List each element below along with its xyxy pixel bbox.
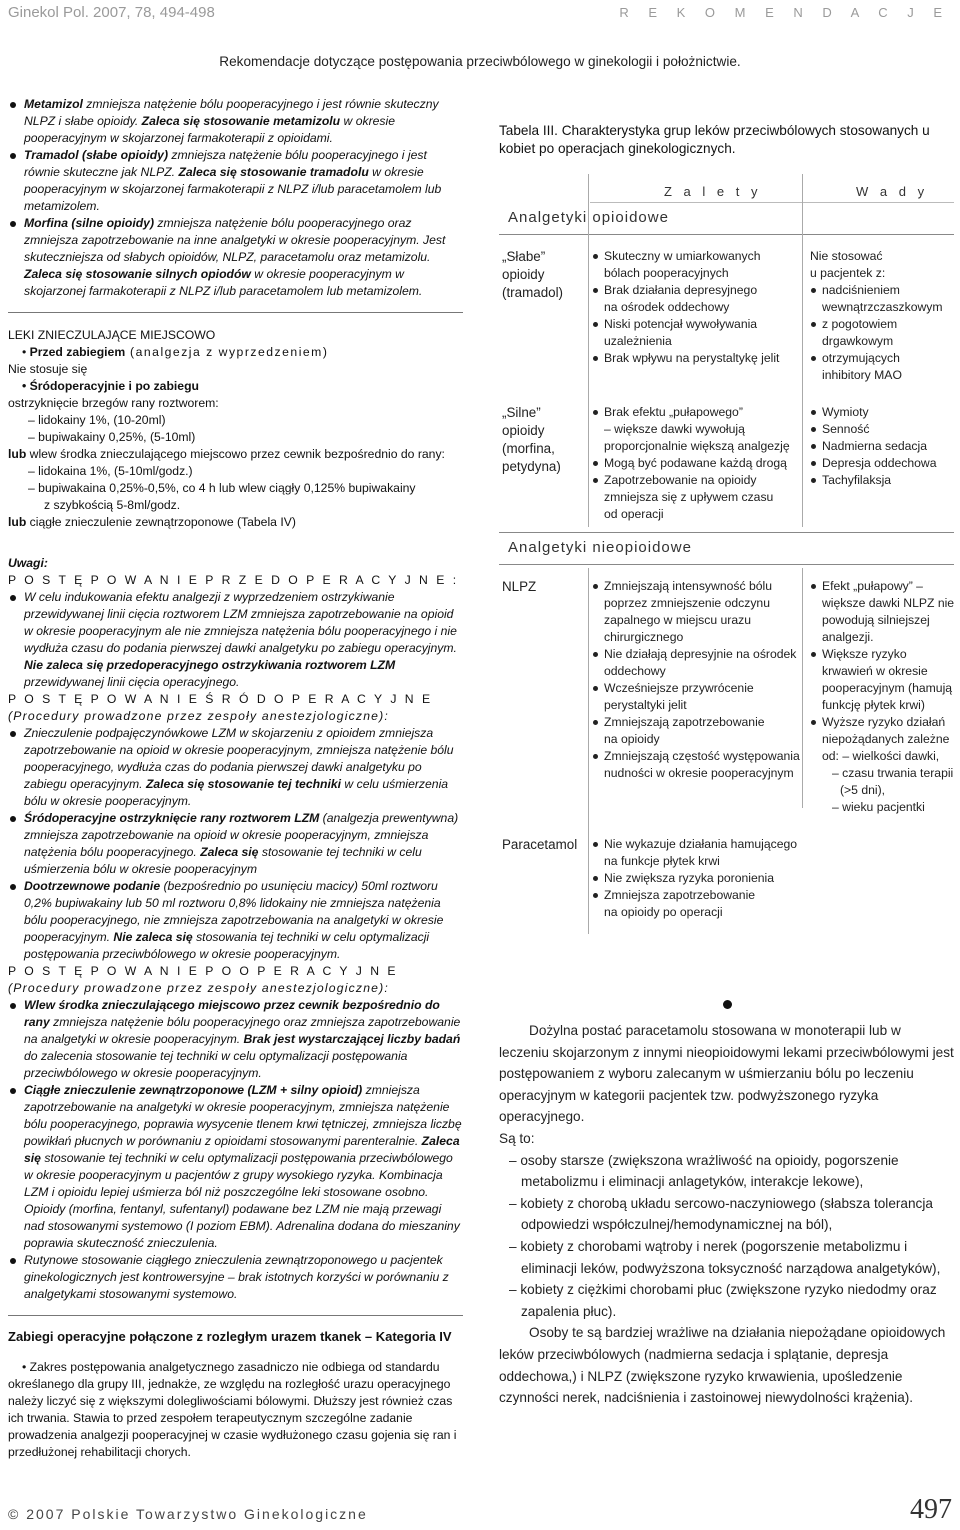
list-item: – kobiety z chorobą układu sercowo-naczyniowego (słabsza tolerancja odpowiedzi współczulnej/hemodynamicznej na ból), bbox=[509, 1195, 933, 1233]
wady-nlpz: Efekt „pułapowy” – większe dawki NLPZ nie powodują silniejszej analgezji. Większe ryzyko krwawień w okresie pooperacyjnym (hamują funkcję płytek krwi) Wyższe ryzyko działań niepożądanych zależne od: – wielkości dawki, – czasu trwania terapii (>5 dni), – wieku pacjentki bbox=[810, 578, 958, 816]
list-item: – kobiety z ciężkimi chorobami płuc (zwiększone ryzyko niedodmy oraz zapalenia płuc). bbox=[509, 1282, 937, 1319]
zalety-paracetamol: Nie wykazuje działania hamującego na funkcje płytek krwi Nie zwiększa ryzyka poronienia Zmniejsza zapotrzebowanie na opioidy po operacji bbox=[592, 836, 800, 921]
running-title: Rekomendacje dotyczące postępowania przeciwbólowego w ginekologii i położnictwie. bbox=[219, 54, 741, 69]
ostrzykniecie: ostrzyknięcie brzegów rany roztworem: bbox=[8, 396, 219, 410]
zalety-nlpz: Zmniejszają intensywność bólu poprzez zmniejszenie odczynu zapalnego w miejscu urazu chirurgicznego Nie działają depresyjnie na ośrodek oddechowy Wcześniejsze przywrócenie perystaltyki jelit Zmniejszają zapotrzebowanie na opioidy Zmniejszają częstość występowania nudności w okresie pooperacyjnym bbox=[592, 578, 800, 782]
dose-szybkosc: z szybkością 5-8ml/godz. bbox=[44, 498, 181, 512]
uwaga-dootrzewnowe: Dootrzewnowe podanie (bezpośrednio po usunięciu macicy) 50ml roztworu 0,2% bupiwakainy lub 50 ml roztworu 0,8% lidokainy nie zmniejsza natężenia bólu pooperacyjnego, nie zmniejsza zapotrzebowania na analgetyki w okresie pooperacyjnym. Nie zaleca się stosowania tej techniki w celu optymalizacji postępowania przeciwbólowego w okresie pooperacyjnym. bbox=[8, 878, 463, 963]
lub-wlew: lub wlew środka znieczulającego miejscowo przez cewnik bezpośrednio do rany: bbox=[8, 447, 445, 461]
zalety-tramadol: Skuteczny w umiarkowanych bólach pooperacyjnych Brak działania depresyjnego na ośrodek oddechowy Niski potencjał wywoływania uzależnienia Brak wpływu na perystaltykę jelit bbox=[592, 248, 800, 367]
kategoria-iv-text: • Zakres postępowania analgetycznego zasadniczo nie odbiega od standardu określanego dla grupy III, jednakże, ze względu na rozległość urazu operacyjnego należy liczyć się z większymi dolegliwościami bólowymi. Dłuższy jest również czas ich trwania. Stawia to przed zespołem terapeutycznym szczególne zadanie prowadzenia analgezji pooperacyjnej w czasie wydłużonego czasu gojenia się ran i przedłużonej rehabilitacji chorych. bbox=[8, 1360, 457, 1459]
kategoria-iv-title: Zabiegi operacyjne połączone z rozległym urazem tkanek – Kategoria IV bbox=[8, 1329, 452, 1344]
group-opioidowe: Analgetyki opioidowe bbox=[508, 209, 669, 226]
przed-zabiegiem: • Przed zabiegiem (analgezja z wyprzedzeniem) bbox=[22, 345, 329, 359]
header-rule bbox=[590, 202, 954, 203]
uwaga-przedoperacyjna: W celu indukowania efektu analgezji z wyprzedzeniem ostrzykiwanie przewidywanej linii cięcia roztworem LZM zmniejsza zapotrzebowanie na opioid w okresie pooperacyjnym ale nie zmniejsza natężenia bólu pooperacyjnego i nie wydłuża czasu do podania pierwszej dawki analgetyku po zabiegu operacyjnym. Nie zaleca się przedoperacyjnego ostrzykiwania roztworem LZM przewidywanej linii cięcia operacyjnego. bbox=[8, 589, 463, 691]
table-vline-3 bbox=[588, 568, 589, 934]
wady-tramadol: Nie stosować u pacjentek z: nadciśnieniem wewnątrzczaszkowym z pogotowiem drgawkowym otrzymujących inhibitory MAO bbox=[810, 248, 956, 384]
heading-przedoperacyjne: P O S T Ę P O W A N I E P R Z E D O P E R A C Y J N E : bbox=[8, 573, 459, 587]
table-caption bbox=[499, 122, 954, 158]
paragraph-sa-to: Są to: bbox=[499, 1130, 535, 1146]
leki-title: LEKI ZNIECZULAJĄCE MIEJSCOWO bbox=[8, 328, 216, 342]
dose-bupiwakaina: – bupiwakaina 0,25%-0,5%, co 4 h lub wlew ciągły 0,125% bupiwakainy bbox=[28, 481, 416, 495]
dose-lidokaina: – lidokaina 1%, (5-10ml/godz.) bbox=[28, 464, 193, 478]
journal-citation: Ginekol Pol. 2007, 78, 494-498 bbox=[8, 4, 215, 21]
page-number: 497 bbox=[910, 1494, 952, 1525]
row-silne-opioidy: „Silne” opioidy (morfina, petydyna) bbox=[502, 405, 561, 474]
paragraph-metamizol: Metamizol zmniejsza natężenie bólu pooperacyjnego i jest równie skuteczny NLPZ i słabe opioidy. Zaleca się stosowanie metamizolu w okresie pooperacyjnym w skojarzonej farmakoterapii z opioidami. bbox=[8, 96, 463, 147]
list-item: – osoby starsze (zwiększona wrażliwość na opioidy, pogorszenie metabolizmu i eliminacji anlagetyków, interakcje lekowe), bbox=[509, 1152, 899, 1190]
table-title: Charakterystyka grup leków przeciwbólowych stosowanych u kobiet po operacjach ginekologicznych. bbox=[499, 123, 930, 156]
zalety-morfina: Brak efektu „pułapowego” – większe dawki wywołują proporcjonalnie większą analgezję Mogą być podawane każdą drogą Zapotrzebowanie na opioidy zmniejsza się z upływem czasu od operacji bbox=[592, 404, 800, 523]
right-text bbox=[499, 1020, 954, 1409]
paragraph-silne-opioidy: Zaleca się stosowanie silnych opiodów w okresie pooperacyjnym w skojarzonej farmakoterapii z NLPZ i/lub paracetamolem lub metamizolem. bbox=[24, 267, 423, 298]
column-header-wady: W a d y bbox=[856, 184, 929, 199]
table-vline-2 bbox=[802, 174, 803, 527]
column-header-zalety: Z a l e t y bbox=[664, 184, 762, 199]
dose-lidokainy: – lidokainy 1%, (10-20ml) bbox=[28, 413, 166, 427]
table-rule-2 bbox=[499, 532, 954, 533]
section-label: R E K O M E N D A C J E bbox=[619, 5, 950, 20]
footer-copyright: © 2007 Polskie Towarzystwo Ginekologiczne bbox=[8, 1506, 368, 1522]
uwaga-wlew-rany: Wlew środka znieczulającego miejscowo przez cewnik bezpośrednio do rany zmniejsza natężenie bólu pooperacyjnego oraz zmniejsza zapotrzebowanie na analgetyki w okresie pooperacyjnym. Brak jest wystarczającej liczby badań do zalecenia stosowanie tej techniki w celu optymalizacji postępowania przeciwbólowego w okresie pooperacyjnym. bbox=[8, 997, 463, 1082]
procedury-1: (Procedury prowadzone przez zespoły anestezjologiczne): bbox=[8, 709, 390, 723]
uwaga-rutynowe: Rutynowe stosowanie ciągłego znieczulenia zewnątrzoponowego u pacjentek ginekologicznych jest kontrowersyjne – brak istotnych korzyści w porównaniu z analgetykami stosowanymi systemowo. bbox=[8, 1252, 463, 1303]
bullet-dot bbox=[723, 1000, 732, 1009]
heading-srodoperacyjne: P O S T Ę P O W A N I E Ś R Ó D O P E R A C Y J N E bbox=[8, 692, 433, 706]
left-column bbox=[8, 96, 463, 1461]
uwaga-podpajeczynowkowe: Znieczulenie podpajęczynówkowe LZM w skojarzeniu z opioidem zmniejsza zapotrzebowanie na opioid w okresie pooperacyjnym, zmniejsza natężenie bólu pooperacyjnego, wydłuża czas do podania pierwszej dawki analgetyku po zabiegu operacyjnym. Zaleca się stosowanie tej techniki w celu uśmierzenia bólu w okresie pooperacyjnym. bbox=[8, 725, 463, 810]
group-nieopioidowe: Analgetyki nieopioidowe bbox=[508, 539, 692, 556]
table-vline-4 bbox=[802, 568, 803, 808]
paragraph-osoby: Osoby te są bardziej wrażliwe na działania niepożądane opioidowych leków przeciwbólowych (nadmierna sedacja i splątanie, depresja oddechowa,) i NLPZ (zwiększone ryzyko krwawienia, upośledzenie czynności nerek, nadciśnienia i zastoinowej niewydolności krążenia). bbox=[499, 1325, 946, 1406]
divider-2 bbox=[8, 1303, 463, 1316]
wady-morfina: Wymioty Senność Nadmierna sedacja Depresja oddechowa Tachyfilaksja bbox=[810, 404, 956, 489]
uwaga-ostrzykniecie-rany: Śródoperacyjne ostrzyknięcie rany roztworem LZM (analgezja prewentywna) zmniejsza zapotrzebowanie na opioid w okresie pooperacyjnym, zmniejsza natężenia bólu pooperacyjnego. Zaleca się stosowanie tej techniki w celu uśmierzenia bólu w okresie pooperacyjnym bbox=[8, 810, 463, 878]
table-label: Tabela III. bbox=[499, 123, 558, 138]
lub-zewnatrzoponowe: lub ciągłe znieczulenie zewnątrzoponowe (Tabela IV) bbox=[8, 515, 296, 529]
table-rule-1 bbox=[499, 234, 954, 235]
row-paracetamol: Paracetamol bbox=[502, 837, 578, 852]
uwagi-label: Uwagi: bbox=[8, 556, 48, 570]
paragraph-morfina: Morfina (silne opioidy) zmniejsza natężenie bólu pooperacyjnego oraz zmniejsza zapotrzebowanie na inne analgetyki w okresie pooperacyjnym. Jest skuteczniejsza od słabych opioidów, NLPZ, paracetamolu oraz metamizolu. bbox=[8, 215, 463, 266]
divider bbox=[8, 300, 463, 313]
table-rule-3 bbox=[499, 564, 954, 565]
list-item: – kobiety z chorobami wątroby i nerek (pogorszenie metabolizmu i eliminacji leków, podwyższona toksyczność narządowa analgetyków), bbox=[509, 1238, 941, 1276]
heading-pooperacyjne: P O S T Ę P O W A N I E P O O P E R A C Y J N E bbox=[8, 964, 399, 978]
nie-stosuje: Nie stosuje się bbox=[8, 362, 88, 376]
dose-bupiwakainy: – bupiwakainy 0,25%, (5-10ml) bbox=[28, 430, 196, 444]
row-slabe-opioidy: „Słabe” opioidy (tramadol) bbox=[502, 249, 564, 300]
procedury-2: (Procedury prowadzone przez zespoły anestezjologiczne): bbox=[8, 981, 390, 995]
srodoperacyjnie: • Śródoperacyjnie i po zabiegu bbox=[22, 379, 199, 393]
paragraph-paracetamol-iv: Dożylna postać paracetamolu stosowana w monoterapii lub w leczeniu skojarzonym z innymi nieopioidowymi lekami przeciwbólowymi jest postępowaniem z wyboru zalecanym w uśmierzaniu bólu po leczeniu operacyjnym w kategorii pacjentek tzw. podwyższonego ryzyka operacyjnego. bbox=[499, 1023, 954, 1125]
uwaga-zewnatrzoponowe: Ciągłe znieczulenie zewnątrzoponowe (LZM + silny opioid) zmniejsza zapotrzebowanie na analgetyki w okresie pooperacyjnym, zmniejsza natężenie bólu pooperacyjnego, poprawia wysycenie tlenem krwi tętniczej, zmniejsza liczbę powikłań płucnych w porównaniu z opioidami stosowanymi parenteralnie. Zaleca się stosowanie tej techniki w celu optymalizacji postępowania przeciwbólowego w okresie pooperacyjnym u pacjentów z grupy wysokiego ryzyka. Kombinacja LZM i opioidu lepiej uśmierza ból niż poszczególne leki stosowane osobno. Opioidy (morfina, fentanyl, sufentanyl) podawane bez LZM nie mają przewagi nad stosowanymi systemowo (I poziom EBM). Adrenalina dodana do mieszaniny poprawia skuteczność znieczulenia. bbox=[8, 1082, 463, 1252]
row-nlpz: NLPZ bbox=[502, 579, 537, 594]
table-vline-1 bbox=[588, 174, 589, 527]
paragraph-tramadol: Tramadol (słabe opioidy) zmniejsza natężenie bólu pooperacyjnego i jest równie skuteczne jak NLPZ. Zaleca się stosowanie tramadolu w okresie pooperacyjnym w skojarzonej farmakoterapii z NLPZ i/lub paracetamolem lub metamizolem. bbox=[8, 147, 463, 215]
